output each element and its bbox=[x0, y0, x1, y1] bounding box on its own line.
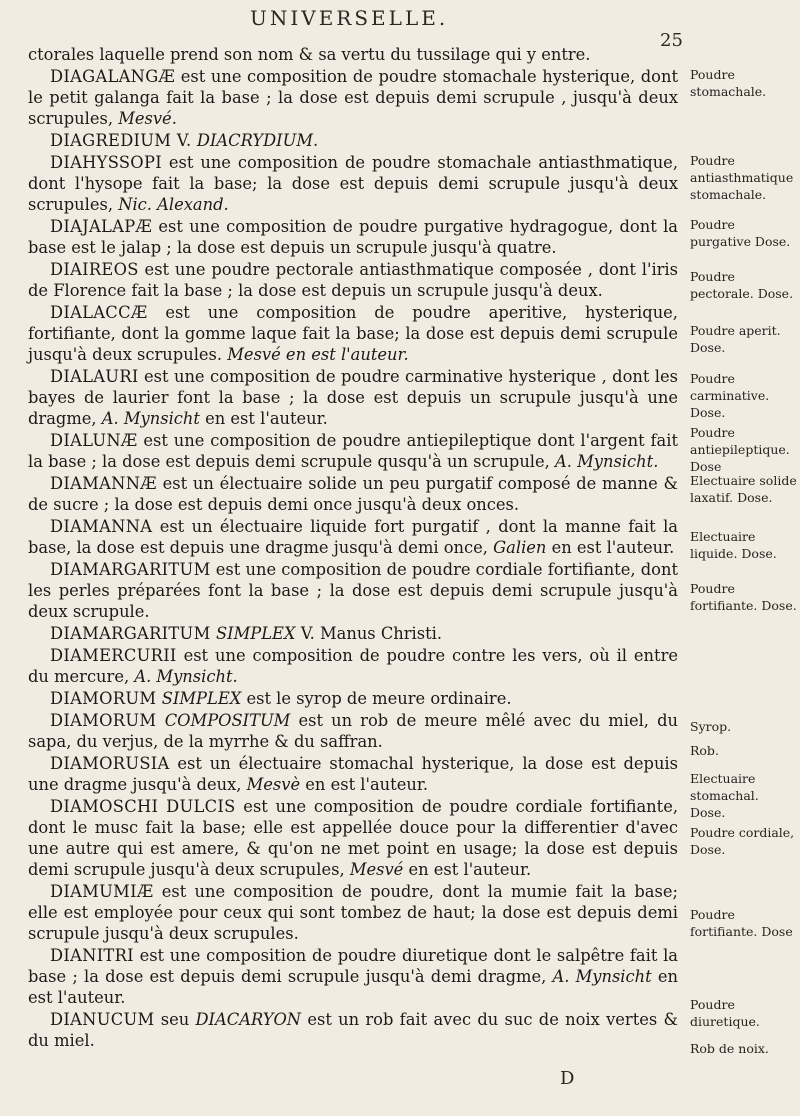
entry-text: V. Manus Christi. bbox=[295, 624, 443, 643]
dictionary-entry bbox=[28, 688, 678, 709]
entry-headword: DIAMUMIÆ bbox=[50, 882, 154, 901]
entry-italic-text: SIMPLEX bbox=[161, 689, 242, 708]
dictionary-entry bbox=[28, 152, 678, 215]
entry-headword: DIAGREDIUM V. bbox=[50, 131, 197, 150]
entry-text: est un électuaire stomachal hysterique, la dose est depuis une dragme jusqu'à deux, bbox=[28, 754, 678, 794]
dictionary-entry bbox=[28, 559, 678, 622]
dictionary-entry bbox=[28, 753, 678, 795]
dictionary-entry bbox=[28, 945, 678, 1008]
running-title: UNIVERSELLE. bbox=[250, 6, 449, 30]
entry-italic-text: A. Mynsicht bbox=[552, 967, 652, 986]
page-number: 25 bbox=[660, 30, 683, 51]
dictionary-entry bbox=[28, 1009, 678, 1051]
entry-text: est un électuaire liquide fort purgatif , dont la manne fait la base, la dose est depuis une dragme jusqu'à demi once, bbox=[28, 517, 678, 557]
entry-text: en est l'auteur. bbox=[300, 775, 428, 794]
margin-note: Rob de noix. bbox=[690, 1041, 769, 1056]
entry-text: est une composition de poudre contre les vers, où il entre du mercure, bbox=[28, 646, 678, 686]
margin-note: Poudre pectorale. Dose. bbox=[690, 269, 794, 301]
entry-italic-text: A. Mynsicht bbox=[101, 409, 200, 428]
entry-text: est une composition de poudre purgative hydragogue, dont la base est le jalap ; la dose est depuis un scrupule jusqu'à quatre. bbox=[28, 217, 678, 257]
entry-italic-text: DIACARYON bbox=[195, 1010, 302, 1029]
entry-headword: DIAGALANGÆ bbox=[50, 67, 176, 86]
entry-italic-text: SIMPLEX bbox=[216, 624, 296, 643]
entry-headword: DIAMORUM bbox=[50, 711, 165, 730]
entry-text: est un rob fait avec du suc de noix vertes & du miel. bbox=[28, 1010, 678, 1050]
entry-headword: DIANUCUM bbox=[50, 1010, 155, 1029]
dictionary-entry bbox=[28, 516, 678, 558]
entry-headword: DIAJALAPÆ bbox=[50, 217, 153, 236]
dictionary-entry bbox=[28, 44, 678, 65]
entry-italic-text: DIACRYDIUM. bbox=[196, 131, 319, 150]
entry-text: en est l'auteur. bbox=[546, 538, 675, 557]
margin-note: Poudre fortifiante. Dose. bbox=[690, 581, 797, 613]
main-text-column bbox=[28, 44, 678, 1052]
margin-note: Poudre diuretique. bbox=[690, 997, 760, 1029]
entry-headword: DIAMANNÆ bbox=[50, 474, 157, 493]
dictionary-entry bbox=[28, 302, 678, 365]
entry-text: est une poudre pectorale antiasthmatique composée , dont l'iris de Florence fait la base ; la dose est depuis un scrupule jusqu'à deux. bbox=[28, 260, 678, 300]
margin-note: Poudre aperit. Dose. bbox=[690, 323, 781, 355]
entry-text: est un rob de meure mêlé avec du miel, du sapa, du verjus, de la myrrhe & du saffran. bbox=[28, 711, 678, 751]
dictionary-entry bbox=[28, 366, 678, 429]
entry-headword: DIAMOSCHI DULCIS bbox=[50, 797, 236, 816]
entry-text: est une composition de poudre cordiale fortifiante, dont les perles préparées font la base ; la dose est depuis demi scrupule jusqu'à deux scrupule. bbox=[28, 560, 678, 621]
entry-text: est une composition de poudre aperitive, hysterique, fortifiante, dont la gomme laque fait la base; la dose est depuis demi scrupule jusqu'à deux scrupules. bbox=[28, 303, 678, 364]
dictionary-entry bbox=[28, 130, 678, 151]
margin-note: Poudre purgative Dose. bbox=[690, 217, 791, 249]
entry-headword: DIALUNÆ bbox=[50, 431, 138, 450]
entry-italic-text: Galien bbox=[493, 538, 547, 557]
entry-text: est le syrop de meure ordinaire. bbox=[241, 689, 512, 708]
margin-note: Rob. bbox=[690, 743, 719, 758]
entry-italic-text: A. Mynsicht. bbox=[555, 452, 659, 471]
entry-italic-text: Mesvè bbox=[246, 775, 301, 794]
margin-note: Electuaire stomachal. Dose. bbox=[690, 771, 759, 820]
margin-note: Syrop. bbox=[690, 719, 732, 734]
entry-text: seu bbox=[154, 1010, 196, 1029]
entry-italic-text: Mesvé en est l'auteur. bbox=[227, 345, 409, 364]
dictionary-entry bbox=[28, 881, 678, 944]
entry-italic-text: Mesvé. bbox=[118, 109, 177, 128]
entry-text: est une composition de poudre, dont la mumie fait la base; elle est employée pour ceux qui sont tombez de haut; la dose est depuis demi scrupule jusqu'à deux scrupules. bbox=[28, 882, 678, 943]
entry-headword: DIAMERCURII bbox=[50, 646, 177, 665]
entry-headword: DIAMANNA bbox=[50, 517, 153, 536]
entry-text: ctorales laquelle prend son nom & sa vertu du tussilage qui y entre. bbox=[28, 45, 591, 64]
dictionary-entry bbox=[28, 796, 678, 880]
margin-note: Electuaire solide laxatif. Dose. bbox=[690, 473, 797, 505]
catchword: D bbox=[560, 1068, 575, 1089]
entry-text: en est l'auteur. bbox=[403, 860, 532, 879]
margin-note: Poudre antiepileptique. Dose bbox=[690, 425, 790, 474]
dictionary-entry bbox=[28, 216, 678, 258]
margin-note: Poudre fortifiante. Dose bbox=[690, 907, 793, 939]
entry-italic-text: A. Mynsicht. bbox=[134, 667, 238, 686]
entry-headword: DIAMARGARITUM bbox=[50, 560, 211, 579]
entry-italic-text: COMPOSITUM bbox=[164, 711, 291, 730]
entry-text: est une composition de poudre cordiale fortifiante, dont le musc fait la base; elle est appellée douce pour la differentier d'avec une autre qui est amere, & qu'on ne met point en usage; la dose est depuis demi scrupule jusqu'à deux scrupules, bbox=[28, 797, 679, 879]
margin-note: Poudre stomachale. bbox=[690, 67, 767, 99]
margin-note: Poudre cordiale, Dose. bbox=[690, 825, 795, 857]
entry-headword: DIAMORUM bbox=[50, 689, 162, 708]
entry-text: est une composition de poudre stomachale hysterique, dont le petit galanga fait la base ; la dose est depuis demi scrupule , jusqu'à deux scrupules, bbox=[28, 67, 678, 128]
page-header bbox=[0, 4, 683, 51]
entry-headword: DIALACCÆ bbox=[50, 303, 148, 322]
margin-note: Poudre antiasthmatique stomachale. bbox=[690, 153, 794, 202]
dictionary-entry bbox=[28, 66, 678, 129]
dictionary-entry bbox=[28, 259, 678, 301]
entry-italic-text: Mesvé bbox=[349, 860, 404, 879]
dictionary-entry bbox=[28, 430, 678, 472]
dictionary-entry bbox=[28, 473, 678, 515]
margin-note: Electuaire liquide. Dose. bbox=[690, 529, 777, 561]
entry-text: en est l'auteur. bbox=[199, 409, 328, 428]
entry-text: est une composition de poudre diuretique dont le salpêtre fait la base ; la dose est depuis demi scrupule jusqu'à demi dragme, bbox=[28, 946, 678, 986]
entry-text: est un électuaire solide un peu purgatif composé de manne & de sucre ; la dose est depuis demi once jusqu'à deux onces. bbox=[28, 474, 678, 514]
entry-headword: DIAHYSSOPI bbox=[50, 153, 162, 172]
entry-text: est une composition de poudre carminative hysterique , dont les bayes de laurier font la base ; la dose est depuis un scrupule jusqu'à une dragme, bbox=[28, 367, 678, 428]
dictionary-entry bbox=[28, 710, 678, 752]
entry-headword: DIAMARGARITUM bbox=[50, 624, 217, 643]
entry-text: en est l'auteur. bbox=[28, 967, 678, 1007]
entry-headword: DIAMORUSIA bbox=[50, 754, 170, 773]
entry-text: est une composition de poudre stomachale antiasthmatique, dont l'hysope fait la base; la dose est depuis demi scrupule jusqu'à deux scrupules, bbox=[28, 153, 678, 214]
margin-note: Poudre carminative. Dose. bbox=[690, 371, 770, 420]
dictionary-entry bbox=[28, 623, 678, 644]
entry-text: est une composition de poudre antiepileptique dont l'argent fait la base ; la dose est depuis demi scrupule qusqu'à un scrupule, bbox=[28, 431, 678, 471]
entry-headword: DIANITRI bbox=[50, 946, 134, 965]
dictionary-entry bbox=[28, 645, 678, 687]
entry-headword: DIALAURI bbox=[50, 367, 139, 386]
entry-italic-text: Nic. Alexand. bbox=[118, 195, 229, 214]
entry-headword: DIAIREOS bbox=[50, 260, 139, 279]
